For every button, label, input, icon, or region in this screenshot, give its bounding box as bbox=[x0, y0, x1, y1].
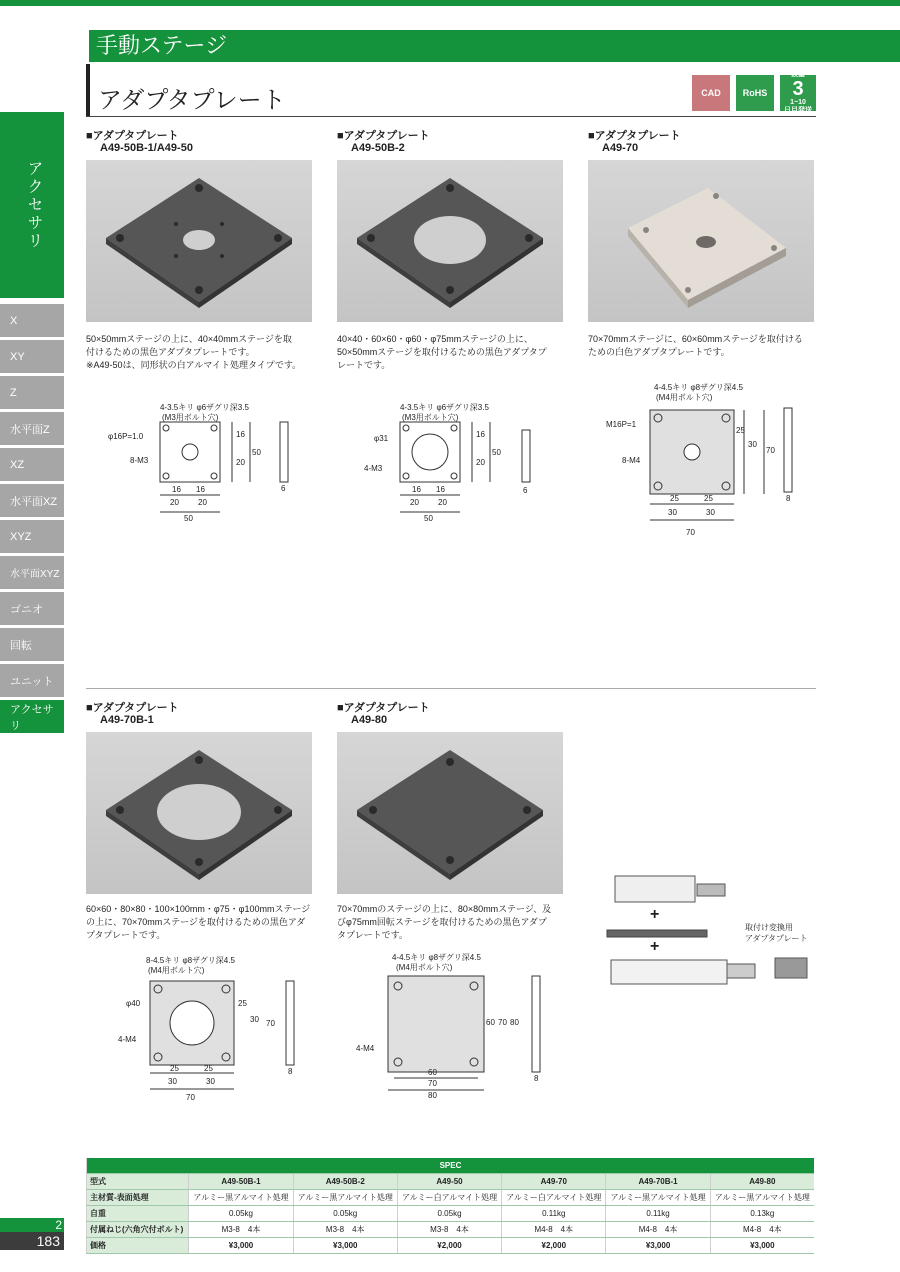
product-description bbox=[337, 903, 573, 942]
spec-header: A49-80 bbox=[710, 1174, 814, 1190]
dim-value: 80 bbox=[510, 1018, 519, 1027]
title-rule bbox=[86, 116, 816, 117]
top-accent-bar bbox=[0, 0, 900, 6]
desc-line: ※A49-50は、同形状の白アルマイト処理タイプです。 bbox=[86, 360, 302, 370]
spec-cell: アルミー黒アルマイト処理 bbox=[606, 1190, 710, 1206]
spec-cell: 自重 bbox=[87, 1206, 189, 1222]
dim-value: 30 bbox=[706, 508, 715, 517]
dim-value: 70 bbox=[186, 1093, 195, 1102]
product-heading bbox=[588, 130, 681, 154]
spec-cell: 付属ねじ(六角穴付ボルト) bbox=[87, 1222, 189, 1238]
dim-value: 16 bbox=[436, 485, 445, 494]
dim-value: 50 bbox=[424, 514, 433, 523]
ship-bottom: 日目発送 bbox=[784, 107, 812, 114]
category-title: 手動ステージ bbox=[96, 33, 228, 58]
adapter-label: 取付け変換用 bbox=[745, 923, 793, 932]
desc-line: 70×70mmステージに、60×60mmステージを取付ける bbox=[588, 334, 803, 344]
dim-bolt-label: (M4用ボルト穴) bbox=[656, 393, 713, 402]
dim-value: 16 bbox=[476, 430, 485, 439]
dim-value: 20 bbox=[410, 498, 419, 507]
dim-center-label: M16P=1 bbox=[606, 420, 637, 429]
spec-header: A49-50B-1 bbox=[189, 1174, 293, 1190]
spec-cell: アルミー黒アルマイト処理 bbox=[710, 1190, 814, 1206]
page-number-small: 2 bbox=[55, 1218, 62, 1232]
product-title: ■アダプタプレート bbox=[337, 130, 430, 142]
dim-value: 25 bbox=[736, 426, 745, 435]
table-row bbox=[87, 1190, 815, 1206]
dim-hole-label: 4-4.5キリ φ8ザグリ深4.5 bbox=[654, 383, 743, 392]
dimension-drawing bbox=[350, 950, 560, 1110]
dim-value: 20 bbox=[476, 458, 485, 467]
spec-cell: M4-8 4本 bbox=[606, 1222, 710, 1238]
dim-value: 60 bbox=[486, 1018, 495, 1027]
spec-cell: アルミー黒アルマイト処理 bbox=[189, 1190, 293, 1206]
spec-title: SPEC bbox=[87, 1158, 815, 1174]
sidebar-item-horizontal-xyz[interactable]: 水平面XYZ bbox=[0, 556, 64, 589]
dim-value: 25 bbox=[204, 1064, 213, 1073]
dim-bolt-label: (M3用ボルト穴) bbox=[402, 413, 459, 422]
spec-cell: 0.13kg bbox=[710, 1206, 814, 1222]
product-model: A49-70B-1 bbox=[100, 714, 154, 726]
table-row bbox=[87, 1206, 815, 1222]
section-divider bbox=[86, 688, 816, 689]
dim-center-label: φ31 bbox=[374, 434, 389, 443]
spec-header: A49-70B-1 bbox=[606, 1174, 710, 1190]
shipping-badge bbox=[780, 71, 816, 114]
dimension-drawing bbox=[350, 400, 560, 530]
dim-tap-label: 4-M4 bbox=[118, 1035, 137, 1044]
desc-line: びφ75mm回転ステージを取付けるための黒色アダプ bbox=[337, 917, 547, 927]
assembly-illustration bbox=[605, 868, 815, 998]
desc-line: 50×50mmステージの上に、40×40mmステージを取 bbox=[86, 334, 292, 344]
dim-value: 6 bbox=[523, 486, 528, 495]
spec-cell: 0.05kg bbox=[293, 1206, 397, 1222]
dim-bolt-label: (M4用ボルト穴) bbox=[396, 963, 453, 972]
spec-cell: M4-8 4本 bbox=[710, 1222, 814, 1238]
sidebar-item-rotation[interactable]: 回転 bbox=[0, 628, 64, 661]
dimension-drawing bbox=[100, 400, 310, 530]
rohs-badge: RoHS bbox=[736, 75, 774, 111]
spec-cell: M3-8 4本 bbox=[189, 1222, 293, 1238]
desc-line: 40×40・60×60・φ60・φ75mmステージの上に、 bbox=[337, 334, 533, 344]
spec-cell: アルミー白アルマイト処理 bbox=[397, 1190, 501, 1206]
dim-value: 8 bbox=[534, 1074, 539, 1083]
dim-bolt-label: (M3用ボルト穴) bbox=[162, 413, 219, 422]
spec-header: A49-50B-2 bbox=[293, 1174, 397, 1190]
dim-value: 60 bbox=[428, 1068, 437, 1077]
dim-value: 70 bbox=[266, 1019, 275, 1028]
product-title: ■アダプタプレート bbox=[86, 130, 179, 142]
dim-value: 30 bbox=[168, 1077, 177, 1086]
spec-header: A49-50 bbox=[397, 1174, 501, 1190]
ship-mid: 1~10 bbox=[790, 99, 806, 106]
dim-value: 25 bbox=[238, 999, 247, 1008]
spec-table bbox=[86, 1158, 814, 1254]
plus-sign: + bbox=[650, 906, 660, 923]
desc-line: 70×70mmのステージの上に、80×80mmステージ、及 bbox=[337, 904, 552, 914]
dim-value: 16 bbox=[236, 430, 245, 439]
spec-cell: ¥2,000 bbox=[502, 1238, 606, 1254]
product-heading bbox=[337, 702, 430, 726]
spec-cell: アルミー白アルマイト処理 bbox=[502, 1190, 606, 1206]
dim-tap-label: 4-M4 bbox=[356, 1044, 375, 1053]
product-model: A49-70 bbox=[602, 142, 639, 154]
dim-value: 70 bbox=[766, 446, 775, 455]
spec-cell: 0.11kg bbox=[606, 1206, 710, 1222]
sidebar-item-horizontal-xz[interactable]: 水平面XZ bbox=[0, 484, 64, 517]
product-description bbox=[86, 903, 322, 942]
spec-cell: 0.05kg bbox=[189, 1206, 293, 1222]
desc-line: タプレートです。 bbox=[337, 930, 408, 940]
product-title: ■アダプタプレート bbox=[588, 130, 681, 142]
product-model: A49-50B-2 bbox=[351, 142, 405, 154]
sidebar-item-xy[interactable]: XY bbox=[0, 340, 64, 373]
dim-value: 30 bbox=[206, 1077, 215, 1086]
product-description bbox=[337, 333, 567, 372]
product-photo bbox=[86, 160, 312, 322]
product-heading bbox=[86, 130, 193, 154]
ship-num: 3 bbox=[792, 78, 804, 100]
spec-cell: アルミー黒アルマイト処理 bbox=[293, 1190, 397, 1206]
dim-center-label: φ16P=1.0 bbox=[108, 432, 144, 441]
page-number: 183 bbox=[0, 1232, 64, 1250]
desc-line: の上に、70×70mmステージを取付けるための黒色アダ bbox=[86, 917, 306, 927]
dim-value: 8 bbox=[786, 494, 791, 503]
dim-value: 70 bbox=[686, 528, 695, 537]
sidebar-item-z[interactable]: Z bbox=[0, 376, 64, 409]
dim-value: 70 bbox=[498, 1018, 507, 1027]
spec-cell: 0.11kg bbox=[502, 1206, 606, 1222]
product-title: ■アダプタプレート bbox=[86, 702, 179, 714]
sidebar-item-x[interactable]: X bbox=[0, 304, 64, 337]
spec-cell: ¥3,000 bbox=[606, 1238, 710, 1254]
dim-value: 16 bbox=[172, 485, 181, 494]
spec-cell: M4-8 4本 bbox=[502, 1222, 606, 1238]
desc-line: レートです。 bbox=[337, 360, 391, 370]
dim-value: 30 bbox=[748, 440, 757, 449]
category-tick bbox=[84, 30, 89, 62]
dim-value: 6 bbox=[281, 484, 286, 493]
spec-cell: 0.05kg bbox=[397, 1206, 501, 1222]
page-title: アダプタプレート bbox=[98, 87, 286, 114]
product-model: A49-80 bbox=[351, 714, 388, 726]
dim-value: 80 bbox=[428, 1091, 437, 1100]
dim-value: 20 bbox=[198, 498, 207, 507]
spec-cell: ¥2,000 bbox=[397, 1238, 501, 1254]
dim-tap-label: 8-M3 bbox=[130, 456, 149, 465]
product-heading bbox=[86, 702, 179, 726]
desc-line: プタプレートです。 bbox=[86, 930, 166, 940]
spec-header: A49-70 bbox=[502, 1174, 606, 1190]
dim-value: 30 bbox=[668, 508, 677, 517]
dim-value: 16 bbox=[412, 485, 421, 494]
dim-value: 25 bbox=[170, 1064, 179, 1073]
dim-value: 25 bbox=[704, 494, 713, 503]
product-photo bbox=[337, 160, 563, 322]
desc-line: 50×50mmステージを取付けるための黒色アダプタプ bbox=[337, 347, 547, 357]
sidebar-item-xyz[interactable]: XYZ bbox=[0, 520, 64, 553]
dim-center-label: φ40 bbox=[126, 999, 141, 1008]
dim-value: 20 bbox=[170, 498, 179, 507]
product-photo bbox=[337, 732, 563, 894]
table-row bbox=[87, 1222, 815, 1238]
dim-tap-label: 4-M3 bbox=[364, 464, 383, 473]
dim-hole-label: 4-4.5キリ φ8ザグリ深4.5 bbox=[392, 953, 481, 962]
dim-hole-label: 4-3.5キリ φ6ザグリ深3.5 bbox=[160, 403, 249, 412]
dim-value: 8 bbox=[288, 1067, 293, 1076]
dim-value: 20 bbox=[438, 498, 447, 507]
table-row bbox=[87, 1238, 815, 1254]
dim-hole-label: 8-4.5キリ φ8ザグリ深4.5 bbox=[146, 956, 235, 965]
desc-line: ための白色アダプタプレートです。 bbox=[588, 347, 730, 357]
product-photo bbox=[86, 732, 312, 894]
dim-bolt-label: (M4用ボルト穴) bbox=[148, 966, 205, 975]
product-photo bbox=[588, 160, 814, 322]
spec-cell: M3-8 4本 bbox=[397, 1222, 501, 1238]
page-title-bar bbox=[86, 64, 90, 116]
sidebar-section-label: アクセサリ bbox=[25, 160, 42, 250]
dim-value: 20 bbox=[236, 458, 245, 467]
ship-top: 数量 bbox=[791, 71, 805, 78]
dim-tap-label: 8-M4 bbox=[622, 456, 641, 465]
product-title: ■アダプタプレート bbox=[337, 702, 430, 714]
table-row bbox=[87, 1174, 815, 1190]
sidebar-item-horizontal-z[interactable]: 水平面Z bbox=[0, 412, 64, 445]
spec-cell: ¥3,000 bbox=[710, 1238, 814, 1254]
dim-value: 70 bbox=[428, 1079, 437, 1088]
spec-cell: M3-8 4本 bbox=[293, 1222, 397, 1238]
product-description bbox=[86, 333, 316, 372]
product-model: A49-50B-1/A49-50 bbox=[100, 142, 193, 154]
sidebar-item-accessory[interactable]: アクセサリ bbox=[0, 700, 64, 733]
dim-value: 50 bbox=[184, 514, 193, 523]
product-description bbox=[588, 333, 818, 359]
desc-line: 60×60・80×80・100×100mm・φ75・φ100mmステージ bbox=[86, 904, 311, 914]
dim-hole-label: 4-3.5キリ φ6ザグリ深3.5 bbox=[400, 403, 489, 412]
cad-badge: CAD bbox=[692, 75, 730, 111]
sidebar-item-unit[interactable]: ユニット bbox=[0, 664, 64, 697]
spec-header: 型式 bbox=[87, 1174, 189, 1190]
sidebar-item-gonio[interactable]: ゴニオ bbox=[0, 592, 64, 625]
spec-cell: ¥3,000 bbox=[189, 1238, 293, 1254]
dimension-drawing bbox=[100, 955, 310, 1105]
dim-value: 50 bbox=[492, 448, 501, 457]
desc-line: 付けるための黒色アダプタプレートです。 bbox=[86, 347, 255, 357]
dim-value: 16 bbox=[196, 485, 205, 494]
sidebar-item-xz[interactable]: XZ bbox=[0, 448, 64, 481]
dim-value: 50 bbox=[252, 448, 261, 457]
product-heading bbox=[337, 130, 430, 154]
dim-value: 30 bbox=[250, 1015, 259, 1024]
plus-sign: + bbox=[650, 938, 660, 955]
adapter-label: アダプタプレート bbox=[745, 934, 808, 943]
dimension-drawing bbox=[600, 380, 810, 540]
spec-cell: 価格 bbox=[87, 1238, 189, 1254]
spec-cell: 主材質-表面処理 bbox=[87, 1190, 189, 1206]
spec-cell: ¥3,000 bbox=[293, 1238, 397, 1254]
dim-value: 25 bbox=[670, 494, 679, 503]
